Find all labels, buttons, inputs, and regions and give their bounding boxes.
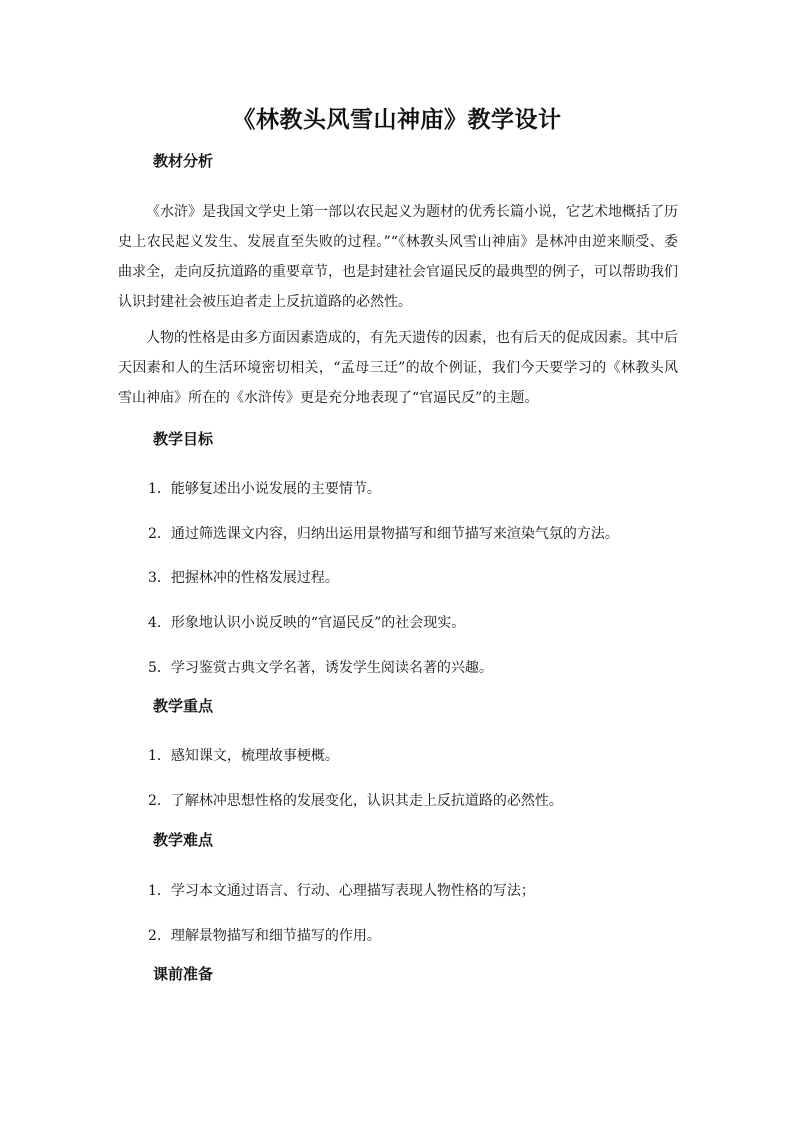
key-point-item: 1．感知课文，梳理故事梗概。	[148, 748, 339, 764]
analysis-paragraph-2: 人物的性格是由多方面因素造成的，有先天遗传的因素，也有后天的促成因素。其中后天因素和人的生活环境密切相关，“孟母三迁”的故个例证，我们今天要学习的《林教头风雪山神庙》所在的《水浒传》更是充分地表现了“官逼民反”的主题。	[118, 330, 678, 406]
section-heading-objectives: 教学目标	[153, 430, 214, 448]
section-heading-key-points: 教学重点	[153, 697, 214, 715]
objective-item: 1．能够复述出小说发展的主要情节。	[148, 481, 381, 497]
objective-item: 5．学习鉴赏古典文学名著，诱发学生阅读名著的兴趣。	[148, 660, 493, 676]
objective-item: 2．通过筛选课文内容，归纳出运用景物描写和细节描写来渲染气氛的方法。	[148, 526, 619, 542]
analysis-paragraph-1: 《水浒》是我国文学史上第一部以农民起义为题材的优秀长篇小说，它艺术地概括了历史上农民起义发生、发展直至失败的过程。”“《林教头风雪山神庙》是林冲由逆来顺受、委曲求全，走向反抗道路的重要章节，也是封建社会官逼民反的最典型的例子，可以帮助我们认识封建社会被压迫者走上反抗道路的必然性。	[118, 204, 678, 310]
section-heading-analysis: 教材分析	[153, 152, 214, 170]
key-point-item: 2．了解林冲思想性格的发展变化，认识其走上反抗道路的必然性。	[148, 793, 563, 809]
objective-item: 4．形象地认识小说反映的“官逼民反”的社会现实。	[148, 615, 466, 631]
document-title: 《林教头风雪山神庙》教学设计	[232, 106, 562, 133]
difficulty-item: 1．学习本文通过语言、行动、心理描写表现人物性格的写法；	[148, 883, 535, 899]
section-heading-difficulties: 教学难点	[153, 831, 214, 849]
difficulty-item: 2．理解景物描写和细节描写的作用。	[148, 928, 381, 944]
objective-item: 3．把握林冲的性格发展过程。	[148, 570, 339, 586]
section-heading-preparation: 课前准备	[153, 965, 214, 983]
